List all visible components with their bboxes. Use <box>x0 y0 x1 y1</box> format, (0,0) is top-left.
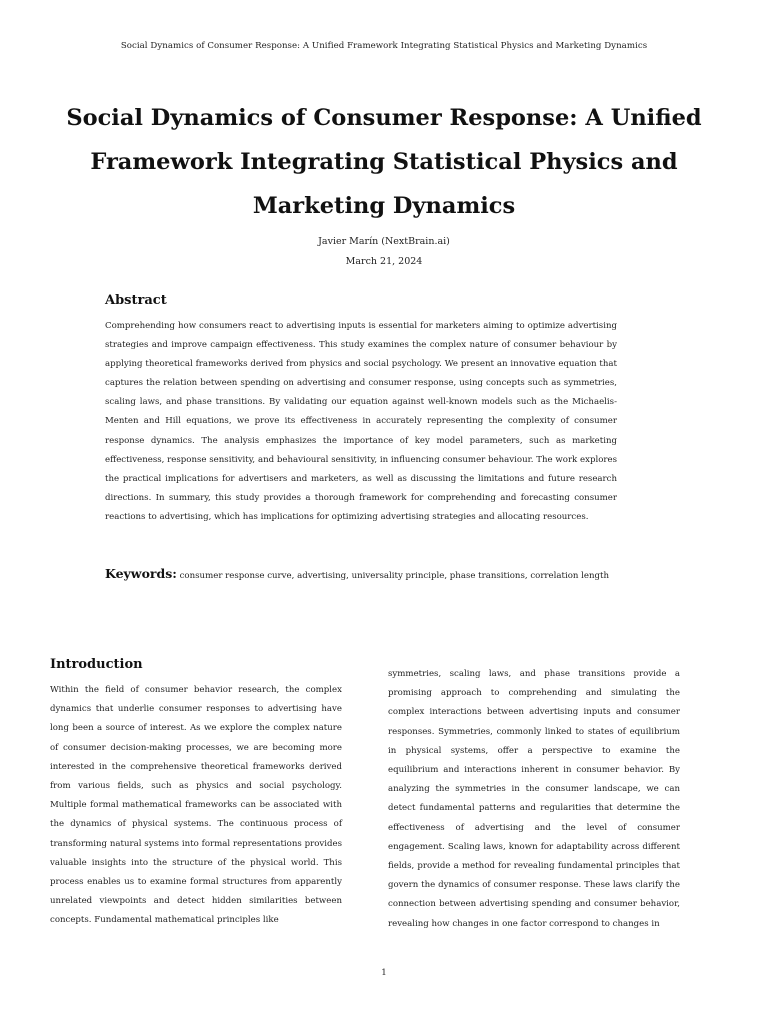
paper-title: Social Dynamics of Consumer Response: A Unified Framework Integrating Statistical Physics and Marketing Dynamics <box>66 105 702 219</box>
running-header: Social Dynamics of Consumer Response: A Unified Framework Integrating Statistical Physics and Marketing Dynamics <box>120 41 648 51</box>
keywords-text: consumer response curve, advertising, universality principle, phase transitions, correlation length <box>176 571 609 581</box>
keywords-line <box>105 566 635 581</box>
author-line: Javier Marín (NextBrain.ai) <box>318 236 450 247</box>
keywords-label: Keywords: <box>105 566 177 581</box>
abstract-body: Comprehending how consumers react to advertising inputs is essential for marketers aiming to optimize advertising strategies and improve campaign effectiveness. This study examines the complex nature of consumer behaviour by applying theoretical frameworks derived from physics and social psychology. We present an innovative equation that captures the relation between spending on advertising and consumer response, using concepts such as symmetries, scaling laws, and phase transitions. By validating our equation against well-known models such as the Michaelis-Menten and Hill equations, we prove its effectiveness in accurately representing the complexity of consumer response dynamics. The analysis emphasizes the importance of key model parameters, such as marketing effectiveness, response sensitivity, and behavioural sensitivity, in influencing consumer behaviour. The work explores the practical implications for advertisers and marketers, as well as discussing the limitations and future research directions. In summary, this study provides a thorough framework for comprehending and forecasting consumer reactions to advertising, which has implications for optimizing advertising strategies and allocating resources. <box>105 321 617 522</box>
introduction-right-column: symmetries, scaling laws, and phase transitions provide a promising approach to comprehending and simulating the complex interactions between advertising inputs and consumer responses. Symmetries, commonly linked to states of equilibrium in physical systems, offer a perspective to examine the equilibrium and interactions inherent in consumer behavior. By analyzing the symmetries in the consumer landscape, we can detect fundamental patterns and regularities that determine the effectiveness of advertising and the level of consumer engagement. Scaling laws, known for adaptability across different fields, provide a method for revealing fundamental principles that govern the dynamics of consumer response. These laws clarify the connection between advertising spending and consumer behavior, revealing how changes in one factor correspond to changes in <box>388 669 680 929</box>
introduction-heading: Introduction <box>50 657 143 672</box>
publication-date: March 21, 2024 <box>345 256 423 267</box>
page-number: 1 <box>381 968 387 978</box>
introduction-left-column: Within the field of consumer behavior research, the complex dynamics that underlie consumer responses to advertising have long been a source of interest. As we explore the complex nature of consumer decision-making processes, we are becoming more interested in the comprehensive theoretical frameworks derived from various fields, such as physics and social psychology. Multiple formal mathematical frameworks can be associated with the dynamics of physical systems. The continuous process of transforming natural systems into formal representations provides valuable insights into the structure of the physical world. This process enables us to examine formal structures from apparently unrelated viewpoints and detect hidden similarities between concepts. Fundamental mathematical principles like <box>50 685 342 926</box>
abstract-heading: Abstract <box>105 293 167 308</box>
